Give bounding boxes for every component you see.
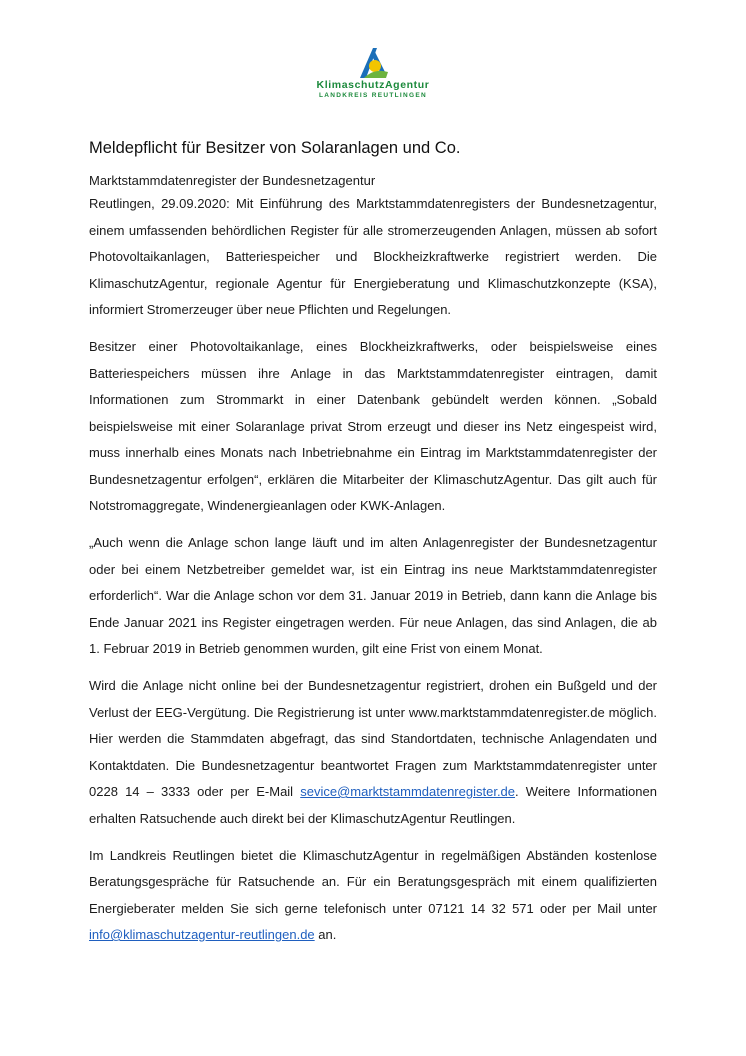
- paragraph-3: „Auch wenn die Anlage schon lange läuft und im alten Anlagenregister der Bundesnetzagentur oder bei einem Netzbetreiber gemeldet war, ist ein Eintrag ins neue Marktstammdatenregister erforderlich“. War die Anlage schon vor dem 31. Januar 2019 in Betrieb, dann kann die Anlage bis Ende Januar 2021 ins Register eingetragen werden. Für neue Anlagen, das sind Anlagen, die ab 1. Februar 2019 in Betrieb genommen wurden, gilt eine Frist von einem Monat.: [89, 535, 657, 656]
- paragraph-4-text: Wird die Anlage nicht online bei der Bundesnetzagentur registriert, drohen ein Bußgeld und der Verlust der EEG-Vergütung. Die Registrierung ist unter www.marktstammdatenregister.de möglich. Hier werden die Stammdaten abgefragt, das sind Standortdaten, technische Anlagendaten und Kontaktdaten. Die Bundesnetzagentur beantwortet Fragen zum Marktstammdatenregister unter 0228 14 – 3333 oder per E-Mail: [89, 678, 657, 799]
- logo-name: KlimaschutzAgentur: [316, 79, 430, 91]
- document-subtitle: Marktstammdatenregister der Bundesnetzagentur: [89, 173, 376, 188]
- paragraph-5: [89, 843, 657, 949]
- paragraph-1: Reutlingen, 29.09.2020: Mit Einführung des Marktstammdatenregisters der Bundesnetzagentur, einem umfassenden behördlichen Register für alle stromerzeugenden Anlagen, müssen ab sofort Photovoltaikanlagen, Batteriespeicher und Blockheizkraftwerke registriert werden. Die KlimaschutzAgentur, regionale Agentur für Energieberatung und Klimaschutzkonzepte (KSA), informiert Stromerzeuger über neue Pflichten und Regelungen.: [89, 196, 657, 317]
- logo: [300, 44, 446, 104]
- klimaschutzagentur-logo-icon: [354, 44, 392, 80]
- bundesnetzagentur-email-link[interactable]: sevice@marktstammdatenregister.de: [300, 784, 516, 799]
- page-title: Meldepflicht für Besitzer von Solaranlagen und Co.: [89, 139, 461, 157]
- logo-subtitle: LANDKREIS REUTLINGEN: [319, 92, 427, 99]
- klimaschutzagentur-email-link[interactable]: info@klimaschutzagentur-reutlingen.de: [89, 927, 315, 942]
- paragraph-4: [89, 673, 657, 832]
- paragraph-4-after: . Weitere Informationen erhalten Ratsuchende auch direkt bei der KlimaschutzAgentur Reutlingen.: [89, 784, 657, 826]
- paragraph-5-after: an.: [314, 927, 337, 942]
- document-body: [89, 136, 657, 959]
- paragraph-5-text: Im Landkreis Reutlingen bietet die KlimaschutzAgentur in regelmäßigen Abständen kostenlose Beratungsgespräche für Ratsuchende an. Für ein Beratungsgespräch mit einem qualifizierten Energieberater melden Sie sich gerne telefonisch unter 07121 14 32 571 oder per Mail unter: [89, 847, 657, 916]
- paragraph-2: Besitzer einer Photovoltaikanlage, eines Blockheizkraftwerks, oder beispielsweise eines Batteriespeichers müssen ihre Anlage in das Marktstammdatenregister eintragen, damit Informationen zum Strommarkt in einer Datenbank gebündelt werden können. „Sobald beispielsweise mit einer Solaranlage privat Strom erzeugt und dieser ins Netz eingespeist wird, muss innerhalb eines Monats nach Inbetriebnahme ein Eintrag im Marktstammdatenregister der Bundesnetzagentur erfolgen“, erklären die Mitarbeiter der KlimaschutzAgentur. Das gilt auch für Notstromaggregate, Windenergieanlagen oder KWK-Anlagen.: [89, 339, 657, 513]
